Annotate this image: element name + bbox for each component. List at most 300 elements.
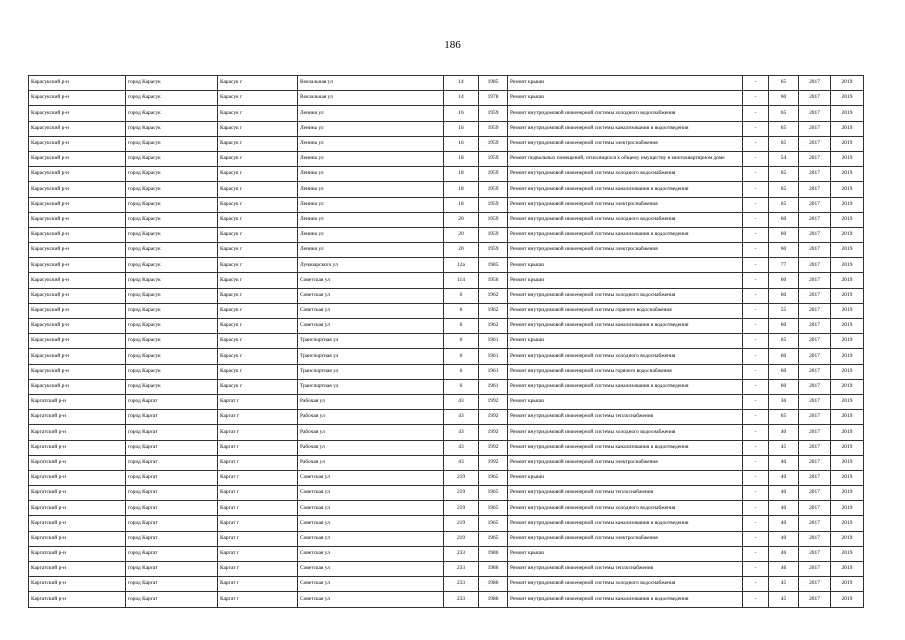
cell-house-number: 43 (444, 425, 479, 440)
cell-locality: Каргат г (218, 577, 298, 592)
cell-build-year: 1986 (479, 577, 508, 592)
cell-build-year: 1961 (479, 379, 508, 394)
cell-end-year: 2019 (831, 455, 864, 470)
cell-settlement: город Карасук (126, 288, 218, 303)
cell-work-type: Ремонт крыши (508, 546, 743, 561)
cell-locality: Карасук г (218, 151, 298, 166)
cell-work-type: Ремонт внутридомовой инженерной системы теплоснабжения (508, 410, 743, 425)
cell-settlement: город Каргат (126, 562, 218, 577)
table-row (29, 546, 864, 561)
cell-house-number: 233 (444, 592, 479, 607)
cell-end-year: 2019 (831, 91, 864, 106)
cell-placeholder: - (743, 288, 769, 303)
cell-settlement: город Карасук (126, 121, 218, 136)
cell-value: 36 (769, 394, 799, 409)
cell-settlement: город Карасук (126, 151, 218, 166)
cell-build-year: 1961 (479, 334, 508, 349)
cell-end-year: 2019 (831, 288, 864, 303)
cell-start-year: 2017 (799, 531, 831, 546)
cell-placeholder: - (743, 212, 769, 227)
cell-house-number: 20 (444, 227, 479, 242)
cell-value: 40 (769, 531, 799, 546)
cell-placeholder: - (743, 136, 769, 151)
cell-locality: Карасук г (218, 212, 298, 227)
cell-settlement: город Карасук (126, 243, 218, 258)
cell-house-number: 233 (444, 546, 479, 561)
cell-work-type: Ремонт внутридомовой инженерной системы холодного водоснабжения (508, 425, 743, 440)
table-row (29, 288, 864, 303)
cell-house-number: 20 (444, 212, 479, 227)
cell-placeholder: - (743, 486, 769, 501)
cell-placeholder: - (743, 546, 769, 561)
cell-work-type: Ремонт внутридомовой инженерной системы канализования и водоотведения (508, 516, 743, 531)
cell-end-year: 2019 (831, 243, 864, 258)
cell-build-year: 1978 (479, 91, 508, 106)
cell-placeholder: - (743, 364, 769, 379)
cell-build-year: 1965 (479, 501, 508, 516)
cell-end-year: 2019 (831, 577, 864, 592)
cell-street: Транспортная ул (298, 334, 444, 349)
table-row (29, 273, 864, 288)
cell-locality: Карасук г (218, 182, 298, 197)
cell-district: Карасукский р-н (29, 334, 126, 349)
cell-work-type: Ремонт внутридомовой инженерной системы горячего водоснабжения (508, 364, 743, 379)
cell-street: Транспортная ул (298, 364, 444, 379)
cell-settlement: город Карасук (126, 319, 218, 334)
cell-locality: Каргат г (218, 531, 298, 546)
cell-settlement: город Карасук (126, 273, 218, 288)
cell-street: Советская ул (298, 303, 444, 318)
cell-street: Ленина ул (298, 136, 444, 151)
cell-district: Каргатский р-н (29, 516, 126, 531)
cell-settlement: город Каргат (126, 486, 218, 501)
cell-build-year: 1992 (479, 455, 508, 470)
page-number: 186 (444, 39, 461, 51)
cell-value: 65 (769, 121, 799, 136)
table-row (29, 197, 864, 212)
cell-street: Ленина ул (298, 212, 444, 227)
cell-build-year: 1962 (479, 319, 508, 334)
cell-value: 65 (769, 197, 799, 212)
cell-street: Транспортная ул (298, 379, 444, 394)
cell-work-type: Ремонт внутридомовой инженерной системы теплоснабжения (508, 486, 743, 501)
cell-settlement: город Карасук (126, 182, 218, 197)
cell-locality: Каргат г (218, 455, 298, 470)
cell-build-year: 1986 (479, 546, 508, 561)
cell-build-year: 1959 (479, 136, 508, 151)
cell-work-type: Ремонт крыши (508, 76, 743, 91)
cell-street: Ленина ул (298, 106, 444, 121)
cell-settlement: город Каргат (126, 577, 218, 592)
cell-end-year: 2019 (831, 410, 864, 425)
cell-work-type: Ремонт внутридомовой инженерной системы электроснабжения (508, 197, 743, 212)
cell-end-year: 2019 (831, 76, 864, 91)
cell-placeholder: - (743, 379, 769, 394)
table-row (29, 364, 864, 379)
cell-end-year: 2019 (831, 151, 864, 166)
cell-value: 46 (769, 546, 799, 561)
cell-build-year: 1965 (479, 470, 508, 485)
cell-district: Карасукский р-н (29, 136, 126, 151)
cell-value: 54 (769, 151, 799, 166)
cell-placeholder: - (743, 516, 769, 531)
cell-street: Советская ул (298, 501, 444, 516)
cell-value: 40 (769, 501, 799, 516)
cell-locality: Карасук г (218, 136, 298, 151)
cell-start-year: 2017 (799, 273, 831, 288)
cell-district: Каргатский р-н (29, 440, 126, 455)
cell-settlement: город Карасук (126, 334, 218, 349)
cell-locality: Карасук г (218, 379, 298, 394)
cell-end-year: 2019 (831, 167, 864, 182)
cell-placeholder: - (743, 303, 769, 318)
cell-value: 60 (769, 319, 799, 334)
cell-street: Ленина ул (298, 197, 444, 212)
cell-district: Каргатский р-н (29, 577, 126, 592)
cell-locality: Карасук г (218, 273, 298, 288)
cell-house-number: 6 (444, 334, 479, 349)
cell-work-type: Ремонт внутридомовой инженерной системы холодного водоснабжения (508, 106, 743, 121)
table-row (29, 501, 864, 516)
cell-work-type: Ремонт внутридомовой инженерной системы электроснабжения (508, 455, 743, 470)
cell-district: Каргатский р-н (29, 592, 126, 607)
cell-end-year: 2019 (831, 364, 864, 379)
cell-build-year: 1992 (479, 425, 508, 440)
cell-street: Ленина ул (298, 151, 444, 166)
table-row (29, 334, 864, 349)
cell-work-type: Ремонт крыши (508, 258, 743, 273)
table-row (29, 167, 864, 182)
cell-settlement: город Каргат (126, 425, 218, 440)
cell-house-number: 219 (444, 501, 479, 516)
table-row (29, 91, 864, 106)
cell-value: 65 (769, 136, 799, 151)
cell-district: Каргатский р-н (29, 546, 126, 561)
cell-build-year: 1985 (479, 76, 508, 91)
cell-work-type: Ремонт внутридомовой инженерной системы канализования и водоотведения (508, 182, 743, 197)
cell-locality: Каргат г (218, 592, 298, 607)
cell-end-year: 2019 (831, 546, 864, 561)
cell-value: 45 (769, 440, 799, 455)
cell-placeholder: - (743, 182, 769, 197)
cell-placeholder: - (743, 243, 769, 258)
cell-locality: Карасук г (218, 364, 298, 379)
cell-build-year: 1959 (479, 227, 508, 242)
cell-street: Советская ул (298, 516, 444, 531)
cell-locality: Каргат г (218, 470, 298, 485)
cell-settlement: город Карасук (126, 167, 218, 182)
cell-value: 40 (769, 425, 799, 440)
cell-district: Каргатский р-н (29, 562, 126, 577)
cell-street: Рабочая ул (298, 394, 444, 409)
cell-house-number: 6 (444, 349, 479, 364)
cell-start-year: 2017 (799, 334, 831, 349)
cell-value: 77 (769, 258, 799, 273)
cell-end-year: 2019 (831, 197, 864, 212)
cell-street: Луначарского ул (298, 258, 444, 273)
cell-settlement: город Каргат (126, 531, 218, 546)
cell-house-number: 6 (444, 288, 479, 303)
cell-build-year: 1992 (479, 440, 508, 455)
cell-street: Советская ул (298, 592, 444, 607)
cell-work-type: Ремонт внутридомовой инженерной системы холодного водоснабжения (508, 577, 743, 592)
cell-placeholder: - (743, 273, 769, 288)
cell-settlement: город Карасук (126, 258, 218, 273)
table-row (29, 410, 864, 425)
cell-placeholder: - (743, 197, 769, 212)
cell-value: 60 (769, 91, 799, 106)
cell-value: 60 (769, 227, 799, 242)
cell-placeholder: - (743, 167, 769, 182)
cell-value: 40 (769, 516, 799, 531)
cell-end-year: 2019 (831, 319, 864, 334)
table-row (29, 394, 864, 409)
table-row (29, 182, 864, 197)
table-row (29, 258, 864, 273)
cell-start-year: 2017 (799, 592, 831, 607)
cell-end-year: 2019 (831, 349, 864, 364)
cell-work-type: Ремонт внутридомовой инженерной системы электроснабжения (508, 136, 743, 151)
cell-work-type: Ремонт внутридомовой инженерной системы холодного водоснабжения (508, 288, 743, 303)
cell-placeholder: - (743, 76, 769, 91)
cell-settlement: город Карасук (126, 212, 218, 227)
cell-work-type: Ремонт подвальных помещений, относящихся к общему имуществу в многоквартирном доме (508, 151, 743, 166)
cell-house-number: 16 (444, 136, 479, 151)
cell-end-year: 2019 (831, 531, 864, 546)
cell-placeholder: - (743, 91, 769, 106)
cell-street: Ленина ул (298, 121, 444, 136)
cell-settlement: город Каргат (126, 501, 218, 516)
cell-end-year: 2019 (831, 394, 864, 409)
cell-district: Карасукский р-н (29, 182, 126, 197)
cell-district: Карасукский р-н (29, 91, 126, 106)
cell-build-year: 1965 (479, 516, 508, 531)
cell-placeholder: - (743, 349, 769, 364)
cell-district: Карасукский р-н (29, 197, 126, 212)
cell-placeholder: - (743, 106, 769, 121)
table-row (29, 136, 864, 151)
cell-work-type: Ремонт внутридомовой инженерной системы теплоснабжения (508, 562, 743, 577)
cell-locality: Карасук г (218, 91, 298, 106)
cell-house-number: 43 (444, 410, 479, 425)
cell-end-year: 2019 (831, 562, 864, 577)
cell-build-year: 1992 (479, 394, 508, 409)
cell-end-year: 2019 (831, 501, 864, 516)
cell-district: Карасукский р-н (29, 364, 126, 379)
cell-work-type: Ремонт внутридомовой инженерной системы канализования и водоотведения (508, 121, 743, 136)
cell-house-number: 6 (444, 303, 479, 318)
table-row (29, 455, 864, 470)
cell-house-number: 114 (444, 273, 479, 288)
table-row (29, 440, 864, 455)
cell-street: Советская ул (298, 319, 444, 334)
cell-end-year: 2019 (831, 486, 864, 501)
cell-street: Ленина ул (298, 227, 444, 242)
cell-start-year: 2017 (799, 562, 831, 577)
table-row (29, 151, 864, 166)
cell-start-year: 2017 (799, 349, 831, 364)
cell-locality: Карасук г (218, 258, 298, 273)
cell-work-type: Ремонт внутридомовой инженерной системы канализования и водоотведения (508, 319, 743, 334)
cell-locality: Каргат г (218, 394, 298, 409)
cell-value: 46 (769, 562, 799, 577)
cell-start-year: 2017 (799, 151, 831, 166)
cell-locality: Карасук г (218, 167, 298, 182)
cell-work-type: Ремонт крыши (508, 273, 743, 288)
cell-value: 40 (769, 455, 799, 470)
cell-district: Карасукский р-н (29, 121, 126, 136)
cell-end-year: 2019 (831, 182, 864, 197)
cell-locality: Каргат г (218, 546, 298, 561)
cell-locality: Карасук г (218, 319, 298, 334)
table-body (29, 76, 864, 608)
cell-work-type: Ремонт внутридомовой инженерной системы канализования и водоотведения (508, 379, 743, 394)
cell-start-year: 2017 (799, 212, 831, 227)
cell-settlement: город Каргат (126, 394, 218, 409)
cell-start-year: 2017 (799, 227, 831, 242)
cell-district: Карасукский р-н (29, 106, 126, 121)
cell-house-number: 18 (444, 167, 479, 182)
cell-locality: Каргат г (218, 425, 298, 440)
cell-start-year: 2017 (799, 136, 831, 151)
cell-district: Каргатский р-н (29, 501, 126, 516)
cell-placeholder: - (743, 334, 769, 349)
cell-house-number: 14 (444, 91, 479, 106)
table-row (29, 227, 864, 242)
cell-build-year: 1965 (479, 531, 508, 546)
cell-value: 60 (769, 349, 799, 364)
cell-locality: Каргат г (218, 486, 298, 501)
cell-build-year: 1959 (479, 106, 508, 121)
cell-start-year: 2017 (799, 425, 831, 440)
table-row (29, 121, 864, 136)
cell-settlement: город Карасук (126, 106, 218, 121)
cell-build-year: 1961 (479, 349, 508, 364)
cell-placeholder: - (743, 562, 769, 577)
cell-settlement: город Каргат (126, 470, 218, 485)
cell-district: Каргатский р-н (29, 455, 126, 470)
cell-build-year: 1959 (479, 167, 508, 182)
cell-district: Карасукский р-н (29, 303, 126, 318)
cell-settlement: город Карасук (126, 364, 218, 379)
cell-district: Карасукский р-н (29, 349, 126, 364)
cell-house-number: 6 (444, 364, 479, 379)
cell-settlement: город Карасук (126, 303, 218, 318)
cell-settlement: город Карасук (126, 76, 218, 91)
cell-settlement: город Каргат (126, 410, 218, 425)
cell-house-number: 6 (444, 319, 479, 334)
cell-locality: Карасук г (218, 227, 298, 242)
cell-district: Карасукский р-н (29, 288, 126, 303)
cell-start-year: 2017 (799, 121, 831, 136)
cell-end-year: 2019 (831, 425, 864, 440)
cell-locality: Карасук г (218, 303, 298, 318)
cell-end-year: 2019 (831, 121, 864, 136)
cell-street: Рабочая ул (298, 425, 444, 440)
cell-start-year: 2017 (799, 486, 831, 501)
cell-work-type: Ремонт внутридомовой инженерной системы канализования и водоотведения (508, 592, 743, 607)
cell-work-type: Ремонт крыши (508, 91, 743, 106)
table-row (29, 577, 864, 592)
cell-street: Советская ул (298, 470, 444, 485)
cell-district: Каргатский р-н (29, 410, 126, 425)
table-row (29, 349, 864, 364)
cell-street: Рабочая ул (298, 440, 444, 455)
cell-settlement: город Карасук (126, 91, 218, 106)
cell-street: Советская ул (298, 288, 444, 303)
cell-placeholder: - (743, 410, 769, 425)
cell-start-year: 2017 (799, 410, 831, 425)
cell-house-number: 43 (444, 394, 479, 409)
cell-value: 65 (769, 334, 799, 349)
cell-end-year: 2019 (831, 212, 864, 227)
cell-placeholder: - (743, 455, 769, 470)
cell-street: Советская ул (298, 486, 444, 501)
cell-settlement: город Карасук (126, 227, 218, 242)
table-row (29, 379, 864, 394)
cell-locality: Карасук г (218, 197, 298, 212)
table-row (29, 531, 864, 546)
cell-start-year: 2017 (799, 76, 831, 91)
cell-start-year: 2017 (799, 501, 831, 516)
cell-locality: Карасук г (218, 76, 298, 91)
table-row (29, 106, 864, 121)
cell-end-year: 2019 (831, 334, 864, 349)
cell-work-type: Ремонт внутридомовой инженерной системы холодного водоснабжения (508, 501, 743, 516)
cell-value: 60 (769, 288, 799, 303)
cell-start-year: 2017 (799, 364, 831, 379)
cell-house-number: 219 (444, 516, 479, 531)
cell-house-number: 219 (444, 531, 479, 546)
cell-start-year: 2017 (799, 577, 831, 592)
cell-start-year: 2017 (799, 455, 831, 470)
cell-placeholder: - (743, 394, 769, 409)
cell-build-year: 1965 (479, 486, 508, 501)
cell-district: Карасукский р-н (29, 243, 126, 258)
cell-placeholder: - (743, 577, 769, 592)
cell-end-year: 2019 (831, 592, 864, 607)
cell-house-number: 43 (444, 440, 479, 455)
cell-settlement: город Каргат (126, 546, 218, 561)
cell-district: Карасукский р-н (29, 227, 126, 242)
cell-settlement: город Карасук (126, 349, 218, 364)
table-row (29, 592, 864, 607)
cell-start-year: 2017 (799, 379, 831, 394)
cell-placeholder: - (743, 592, 769, 607)
cell-value: 55 (769, 303, 799, 318)
cell-build-year: 1959 (479, 243, 508, 258)
cell-value: 60 (769, 273, 799, 288)
table-row (29, 212, 864, 227)
cell-street: Советская ул (298, 531, 444, 546)
cell-street: Транспортная ул (298, 349, 444, 364)
cell-district: Карасукский р-н (29, 76, 126, 91)
cell-placeholder: - (743, 319, 769, 334)
cell-work-type: Ремонт внутридомовой инженерной системы канализования и водоотведения (508, 440, 743, 455)
cell-house-number: 219 (444, 470, 479, 485)
cell-locality: Каргат г (218, 410, 298, 425)
cell-start-year: 2017 (799, 167, 831, 182)
cell-start-year: 2017 (799, 106, 831, 121)
table-row (29, 486, 864, 501)
repair-schedule-table (28, 75, 864, 608)
cell-value: 65 (769, 182, 799, 197)
cell-house-number: 14 (444, 76, 479, 91)
cell-house-number: 16 (444, 121, 479, 136)
cell-placeholder: - (743, 425, 769, 440)
cell-house-number: 6 (444, 379, 479, 394)
cell-start-year: 2017 (799, 440, 831, 455)
